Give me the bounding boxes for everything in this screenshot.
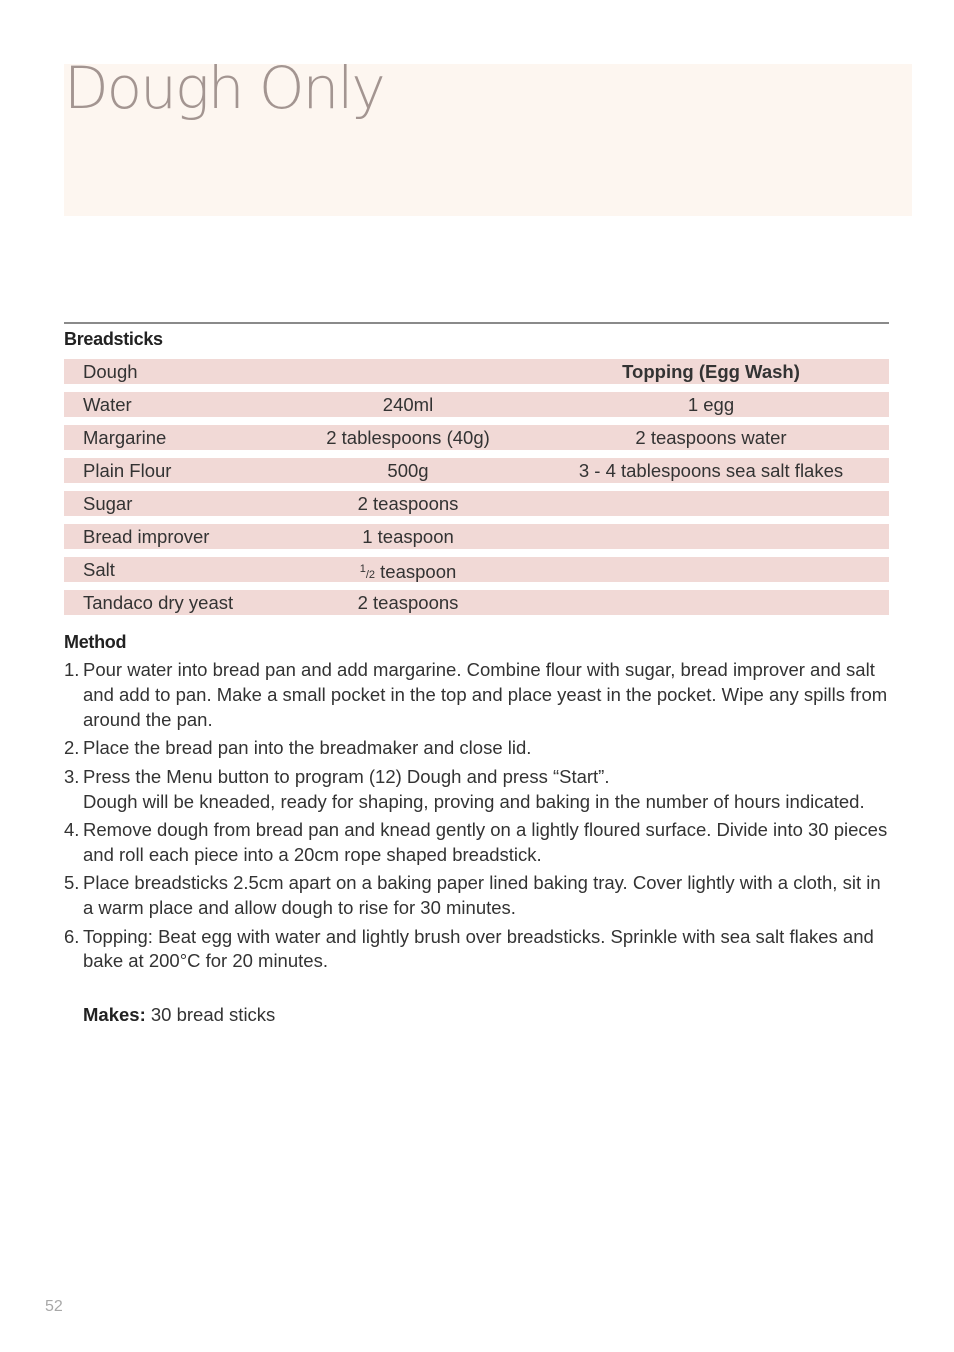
ingredient-row — [64, 491, 889, 516]
topping-ingredient: 1 egg — [687, 394, 735, 415]
topping-ingredient: 2 teaspoons water — [635, 427, 787, 448]
method-step — [64, 736, 890, 761]
method-step — [64, 871, 890, 921]
ingredient-quantity: 2 teaspoons — [357, 592, 459, 613]
dough-column-header: Dough — [83, 361, 138, 382]
ingredients-table — [64, 359, 889, 623]
ingredient-name: Sugar — [83, 493, 133, 514]
ingredient-row — [64, 524, 889, 549]
ingredient-name: Plain Flour — [83, 460, 172, 481]
step-number: 3. — [64, 765, 80, 787]
recipe-yield — [83, 1002, 275, 1027]
section-divider — [64, 322, 889, 324]
makes-label: Makes: — [83, 1004, 146, 1025]
method-step — [64, 925, 890, 975]
recipe-title: Breadsticks — [64, 329, 163, 349]
ingredient-quantity: 2 tablespoons (40g) — [326, 427, 490, 448]
step-text: Place breadsticks 2.5cm apart on a baking paper lined baking tray. Cover lightly with a cloth, sit in a warm place and allow dough to rise for 30 minutes. — [83, 872, 881, 919]
step-text-continued: Dough will be kneaded, ready for shaping, proving and baking in the number of hours indicated. — [83, 790, 865, 812]
method-step — [64, 818, 890, 868]
fraction-numerator: 1 — [359, 563, 366, 575]
page-number: 52 — [45, 1298, 63, 1315]
ingredient-quantity: 500g — [387, 460, 429, 481]
ingredient-row — [64, 425, 889, 450]
method-steps — [64, 658, 890, 978]
step-text: Remove dough from bread pan and knead gently on a lightly floured surface. Divide into 30 pieces and roll each piece into a 20cm rope shaped breadstick. — [83, 818, 888, 865]
method-step — [64, 658, 890, 733]
ingredient-row — [64, 392, 889, 417]
step-text: Place the bread pan into the breadmaker and close lid. — [83, 737, 532, 759]
topping-ingredient: 3 - 4 tablespoons sea salt flakes — [578, 460, 844, 481]
step-number: 4. — [64, 818, 80, 840]
ingredient-row — [64, 590, 889, 615]
method-title: Method — [64, 632, 127, 652]
step-number: 5. — [64, 872, 80, 894]
topping-column-header: Topping (Egg Wash) — [622, 361, 800, 382]
ingredient-name: Bread improver — [83, 526, 210, 547]
step-text: Topping: Beat egg with water and lightly brush over breadsticks. Sprinkle with sea salt flakes and bake at 200°C for 20 minutes. — [83, 925, 874, 972]
ingredient-quantity: 2 teaspoons — [357, 493, 459, 514]
step-number: 6. — [64, 925, 80, 947]
ingredient-unit: teaspoon — [380, 561, 457, 582]
step-text: Press the Menu button to program (12) Dough and press “Start”. — [83, 765, 610, 787]
step-number: 2. — [64, 737, 80, 759]
fraction-denominator: 2 — [368, 569, 376, 581]
ingredients-header-row — [64, 359, 889, 384]
ingredient-name: Tandaco dry yeast — [83, 592, 234, 613]
ingredient-quantity: 1 teaspoon — [362, 526, 454, 547]
ingredient-name: Margarine — [83, 427, 167, 448]
fraction-slash: / — [365, 569, 369, 581]
step-text: Pour water into bread pan and add margarine. Combine flour with sugar, bread improver and salt and add to pan. Make a small pocket in the top and place yeast in the pocket. Wipe any spills from around the pan. — [83, 659, 888, 730]
makes-value: 30 bread sticks — [145, 1004, 276, 1025]
ingredient-row — [64, 458, 889, 483]
step-number: 1. — [64, 659, 80, 680]
page-title: Dough Only — [64, 54, 384, 122]
ingredient-name: Salt — [83, 559, 115, 580]
method-step — [64, 765, 890, 815]
ingredient-quantity — [258, 557, 558, 588]
ingredient-name: Water — [83, 394, 132, 415]
ingredient-quantity: 240ml — [382, 394, 434, 415]
ingredient-row — [64, 557, 889, 582]
